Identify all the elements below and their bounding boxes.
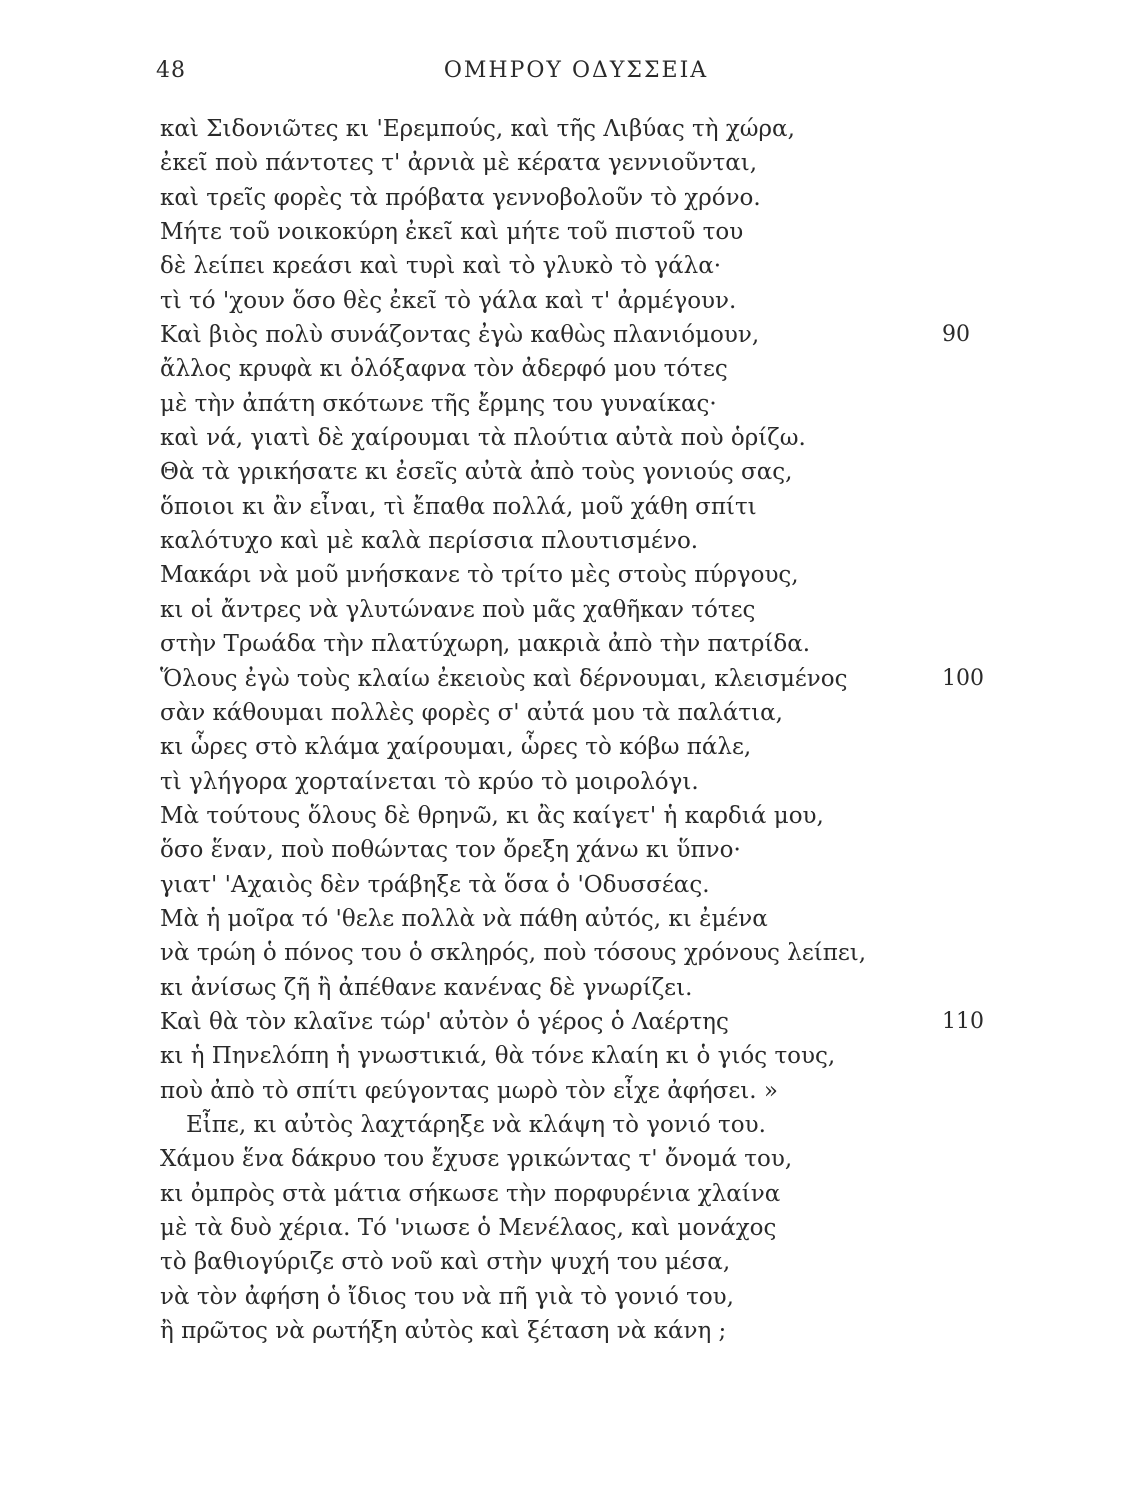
line-number: 90	[942, 322, 970, 348]
verse-text: Χάμου ἕνα δάκρυο του ἔχυσε γρικώντας τ' ὄνομά του,	[160, 1146, 793, 1173]
verse-line	[160, 1177, 990, 1211]
verse-line	[160, 387, 990, 421]
verse-line	[160, 1074, 990, 1108]
verse-text: ποὺ ἀπὸ τὸ σπίτι φεύγοντας μωρὸ τὸν εἶχε ἀφήσει. »	[160, 1077, 778, 1104]
verse-line	[160, 730, 990, 764]
verse-line	[160, 215, 990, 249]
verse-text: Καὶ βιὸς πολὺ συνάζοντας ἐγὼ καθὼς πλανιόμουν,	[160, 322, 760, 349]
page-number: 48	[156, 58, 186, 83]
verse-text: Μὰ τούτους ὅλους δὲ θρηνῶ, κι ἂς καίγετ' ἡ καρδιά μου,	[160, 802, 824, 829]
verse-line	[160, 352, 990, 386]
verse-line	[160, 971, 990, 1005]
verse-line	[160, 249, 990, 283]
verse-text: τὶ γλήγορα χορταίνεται τὸ κρύο τὸ μοιρολόγι.	[160, 768, 699, 795]
verse-text: Ὅλους ἐγὼ τοὺς κλαίω ἐκειοὺς καὶ δέρνουμαι, κλεισμένος	[160, 665, 848, 692]
verse-text: στὴν Τρωάδα τὴν πλατύχωρη, μακριὰ ἀπὸ τὴν πατρίδα.	[160, 631, 811, 658]
verse-text: κι ἀνίσως ζῆ ἢ ἀπέθανε κανένας δὲ γνωρίζει.	[160, 974, 693, 1001]
verse-line	[160, 593, 990, 627]
line-number: 110	[942, 1008, 984, 1034]
verse-text: τὸ βαθιογύριζε στὸ νοῦ καὶ στὴν ψυχή του μέσα,	[160, 1249, 731, 1276]
verse-text: ἢ πρῶτος νὰ ρωτήξη αὐτὸς καὶ ξέταση νὰ κάνη ;	[160, 1318, 727, 1345]
verse-text: Μακάρι νὰ μοῦ μνήσκανε τὸ τρίτο μὲς στοὺς πύργους,	[160, 562, 799, 589]
running-title: ΟΜΗΡΟΥ ΟΔΥΣΣΕΙΑ	[443, 58, 709, 83]
verse-line	[160, 1211, 990, 1245]
verse-line	[160, 1280, 990, 1314]
verse-line	[160, 490, 990, 524]
verse-text: ἐκεῖ ποὺ πάντοτες τ' ἀρνιὰ μὲ κέρατα γεννιοῦνται,	[160, 150, 758, 177]
verse-line	[160, 421, 990, 455]
page-header	[0, 58, 1144, 90]
verse-text: κι ὧρες στὸ κλάμα χαίρουμαι, ὧρες τὸ κόβω πάλε,	[160, 734, 752, 761]
verse-text: Καὶ θὰ τὸν κλαῖνε τώρ' αὐτὸν ὁ γέρος ὁ Λαέρτης	[160, 1008, 729, 1035]
verse-text: ὅσο ἕναν, ποὺ ποθώντας τον ὄρεξη χάνω κι ὕπνο·	[160, 837, 741, 864]
verse-text: γιατ' 'Αχαιὸς δὲν τράβηξε τὰ ὅσα ὁ 'Οδυσσέας.	[160, 871, 710, 898]
verse-text: μὲ τὴν ἀπάτη σκότωνε τῆς ἔρμης του γυναίκας·	[160, 390, 717, 417]
verse-line	[160, 1108, 990, 1142]
verse-line	[160, 455, 990, 489]
verse-line	[160, 318, 990, 352]
verse-text: Μήτε τοῦ νοικοκύρη ἐκεῖ καὶ μήτε τοῦ πιστοῦ του	[160, 219, 744, 246]
verse-line	[160, 662, 990, 696]
verse-line	[160, 1314, 990, 1348]
verse-line	[160, 524, 990, 558]
verse-line	[160, 112, 990, 146]
verse-text: καὶ τρεῖς φορὲς τὰ πρόβατα γεννοβολοῦν τὸ χρόνο.	[160, 184, 761, 211]
verse-line	[160, 696, 990, 730]
verse-text: μὲ τὰ δυὸ χέρια. Τό 'νιωσε ὁ Μενέλαος, καὶ μονάχος	[160, 1215, 777, 1241]
verse-text: νὰ τὸν ἀφήση ὁ ἴδιος του νὰ πῆ γιὰ τὸ γονιό του,	[160, 1283, 734, 1310]
verse-text: Μὰ ἡ μοῖρα τό 'θελε πολλὰ νὰ πάθη αὐτός, κι ἐμένα	[160, 905, 768, 932]
verse-text: κι ὀμπρὸς στὰ μάτια σήκωσε τὴν πορφυρένια χλαίνα	[160, 1180, 781, 1207]
verse-line	[160, 833, 990, 867]
verse-line	[160, 181, 990, 215]
verse-line	[160, 936, 990, 970]
verse-text: κι ἡ Πηνελόπη ἡ γνωστικιά, θὰ τόνε κλαίη κι ὁ γιός τους,	[160, 1043, 836, 1070]
verse-text: σὰν κάθουμαι πολλὲς φορὲς σ' αὐτά μου τὰ παλάτια,	[160, 699, 783, 726]
verse-text: τὶ τό 'χουν ὅσο θὲς ἐκεῖ τὸ γάλα καὶ τ' ἀρμέγουν.	[160, 287, 737, 314]
verse-text: νὰ τρώη ὁ πόνος του ὁ σκληρός, ποὺ τόσους χρόνους λείπει,	[160, 940, 867, 967]
verse-text: Εἶπε, κι αὐτὸς λαχτάρηξε νὰ κλάψη τὸ γονιό του.	[186, 1111, 766, 1138]
verse-line	[160, 868, 990, 902]
verse-text: καλότυχο καὶ μὲ καλὰ περίσσια πλουτισμένο.	[160, 528, 699, 555]
verse-line	[160, 799, 990, 833]
verse-line	[160, 1245, 990, 1279]
verse-line	[160, 1142, 990, 1176]
verse-line	[160, 765, 990, 799]
verse-line	[160, 1039, 990, 1073]
verse-text: καὶ Σιδονιῶτες κι 'Ερεμπούς, καὶ τῆς Λιβύας τὴ χώρα,	[160, 116, 795, 142]
verse-line	[160, 627, 990, 661]
line-number: 100	[942, 665, 984, 691]
verse-text: ὅποιοι κι ἂν εἶναι, τὶ ἔπαθα πολλά, μοῦ χάθη σπίτι	[160, 493, 757, 520]
verse-text: καὶ νά, γιατὶ δὲ χαίρουμαι τὰ πλούτια αὐτὰ ποὺ ὁρίζω.	[160, 425, 806, 452]
poem-text	[160, 112, 990, 1348]
verse-line	[160, 1005, 990, 1039]
verse-text: ἄλλος κρυφὰ κι ὁλόξαφνα τὸν ἀδερφό μου τότες	[160, 356, 728, 383]
verse-line	[160, 284, 990, 318]
verse-text: Θὰ τὰ γρικήσατε κι ἐσεῖς αὐτὰ ἀπὸ τοὺς γονιούς σας,	[160, 459, 793, 486]
verse-line	[160, 902, 990, 936]
verse-line	[160, 558, 990, 592]
verse-text: κι οἱ ἄντρες νὰ γλυτώνανε ποὺ μᾶς χαθῆκαν τότες	[160, 596, 756, 623]
verse-text: δὲ λείπει κρεάσι καὶ τυρὶ καὶ τὸ γλυκὸ τὸ γάλα·	[160, 253, 722, 280]
verse-line	[160, 146, 990, 180]
